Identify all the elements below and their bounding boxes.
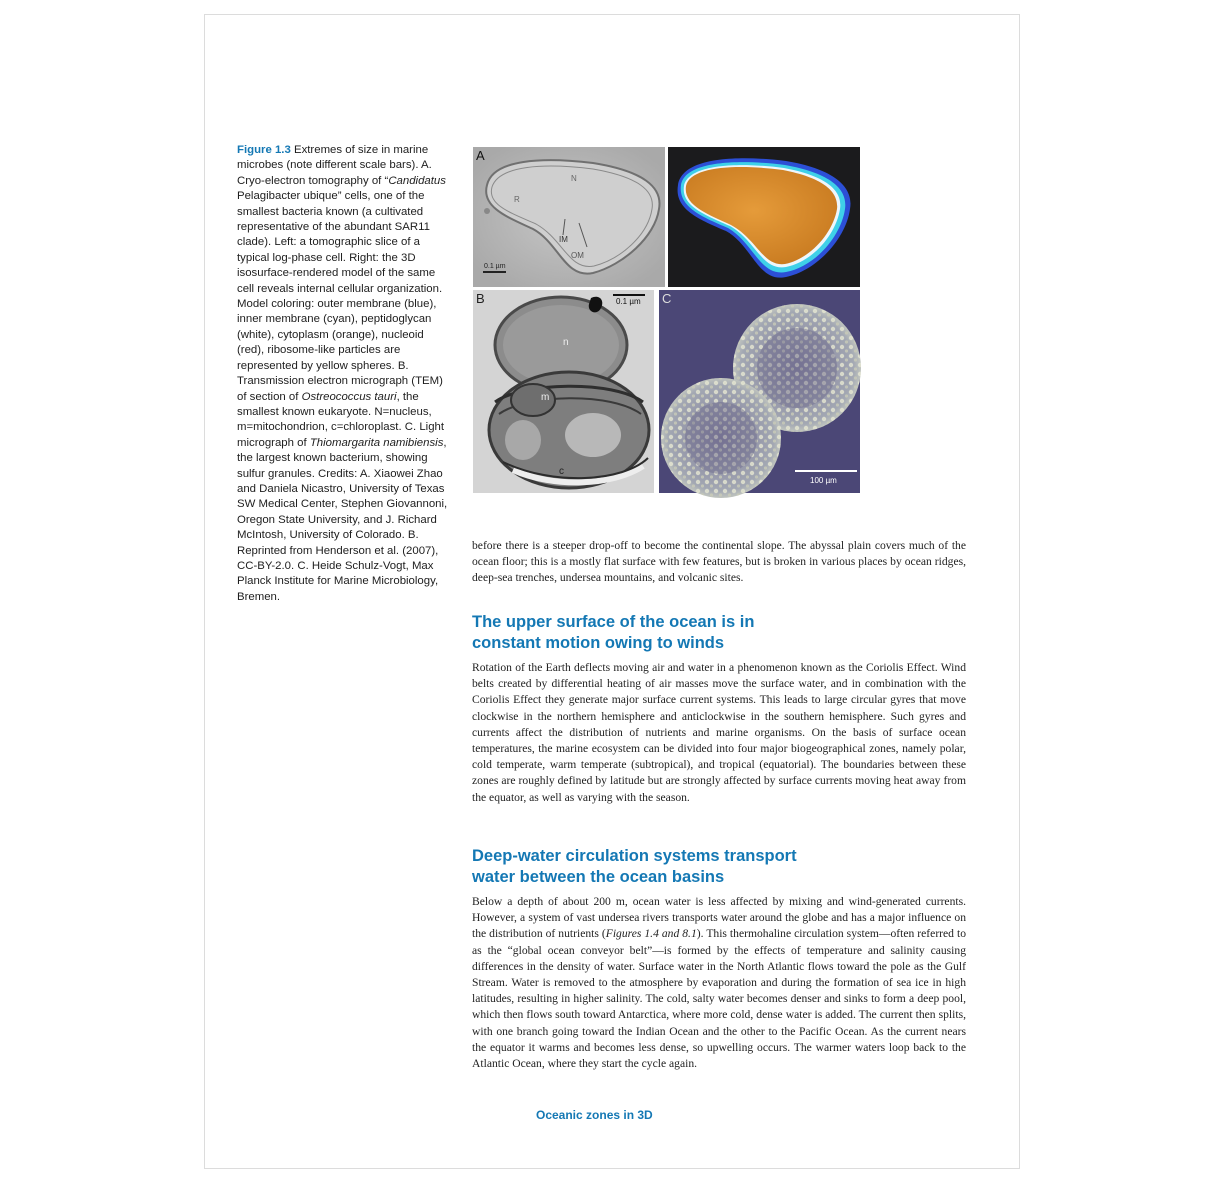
figure-panel-a-tomogram [473,147,665,287]
panel-letter-b: B [476,291,485,306]
isosurface-model-image [668,147,860,287]
caption-text: Extremes of size in marine microbes (note different scale bars). A. Cryo-electron tomography of “ [237,144,432,187]
paragraph-text: ). This thermohaline circulation system—often referred to as the “global ocean conveyor belt”—is formed by the effects of temperature and salinity causing differences in the density of water. Surface water in the North Atlantic flows toward the pole as the Gulf Stream. Water is removed to the atmosphere by evaporation and during the formation of sea ice in high latitudes, resulting in higher salinity. The cold, salty water becomes denser and sinks to form a deep pool, which then flows south toward Antarctica, where more cold, dense water is added. The current then splits, with one branch going toward the Indian Ocean and the other to the Pacific Ocean. As the current nears the equator it warms and becomes less dense, so upwelling occurs. The warmer waters loop back to the Atlantic Ocean, where they start the cycle again. [472,927,967,1071]
scale-bar-label-c: 100 µm [810,476,837,485]
caption-italic-thiomargarita: Thiomargarita namibiensis [309,436,444,449]
paragraph-thermohaline [472,894,966,1072]
label-chloroplast: c [559,466,564,477]
thiomargarita-image [659,290,860,493]
caption-italic-ostreococcus: Ostreococcus tauri [301,390,397,403]
label-outer-membrane: OM [571,251,584,260]
caption-text: , the smallest known eukaryote. N=nucleus, m=mitochondrion, c=chloroplast. C. Light micrograph of [237,390,445,449]
figure-caption [237,143,451,605]
paragraph-text: Below a depth of about 200 m, ocean water is less affected by mixing and wind-generated currents. However, a system of vast undersea rivers transports water around the globe and has a major influence on the distribution of nutrients ( [472,895,966,941]
heading-line: Deep-water circulation systems transport [472,847,797,865]
scale-bar-label-a: 0.1 µm [484,263,506,270]
panel-letter-c: C [662,291,672,306]
figure-panel-b-tem [473,290,654,493]
figure-panel-c-micrograph [659,290,860,493]
label-inner-membrane: IM [559,235,568,244]
scale-bar-label-b: 0.1 µm [616,297,641,306]
label-ribosome: R [514,195,520,204]
section-heading-deep-water [472,846,966,887]
figure-label: Figure 1.3 [237,144,291,156]
next-heading-partial [536,1108,706,1122]
paragraph-surface-currents: Rotation of the Earth deflects moving air and water in a phenomenon known as the Coriolis Effect. Wind belts created by differential heating of air masses move the surface water, and in combination with the Coriolis Effect they generate major surface current systems. This leads to large circular gyres that move clockwise in the northern hemisphere and anticlockwise in the southern hemisphere. Such gyres and currents affect the distribution of nutrients and marine organisms. On the basis of surface ocean temperatures, the marine ecosystem can be divided into four major biogeographical zones, namely polar, cold temperate, warm temperate (subtropical), and tropical (equatorial). The boundaries between these zones are roughly defined by latitude but are strongly affected by surface currents moving heat away from the equator, as well as varying with the season. [472,661,966,804]
caption-text: , the largest known bacterium, showing sulfur granules. Credits: A. Xiaowei Zhao and Daniela Nicastro, University of Texas SW Medical Center, Stephen Giovannoni, Oregon State University, and J. Richard McIntosh, University of Colorado. B. Reprinted from Henderson et al. (2007), CC-BY-2.0. C. Heide Schulz-Vogt, Max Planck Institute for Marine Microbiology, Bremen. [237,436,448,603]
label-mitochondrion: m [541,392,550,403]
heading-line: The upper surface of the ocean is in [472,613,755,631]
figure-panel-a-render [668,147,860,287]
figure-reference: Figures 1.4 and 8.1 [605,927,697,941]
section-heading-upper-surface [472,612,966,653]
caption-text: Pelagibacter ubique” cells, one of the smallest bacteria known (a cultivated representative of the abundant SAR11 clade). Left: a tomographic slice of a typical log-phase cell. Right: the 3D isosurface-rendered model of the same cell reveals internal cellular organization. Model coloring: outer membrane (blue), inner membrane (cyan), peptidoglycan (white), cytoplasm (orange), nucleoid (red), ribosome-like particles are represented by yellow spheres. B. Transmission electron micrograph (TEM) of section of [237,190,443,403]
caption-italic-candidatus: Candidatus [388,174,446,187]
next-heading-text: Oceanic zones in 3D [536,1108,653,1122]
tem-cell-image [473,290,654,493]
label-nucleus: n [563,337,569,348]
intro-paragraph: before there is a steeper drop-off to become the continental slope. The abyssal plain covers much of the ocean floor; this is a mostly flat surface with few features, but is broken in various places by ocean ridges, deep-sea trenches, undersea mountains, and volcanic sites. [472,539,966,585]
heading-line: constant motion owing to winds [472,633,725,652]
heading-line: water between the ocean basins [472,867,725,886]
panel-letter-a: A [476,148,485,163]
label-nucleoid: N [571,174,577,183]
